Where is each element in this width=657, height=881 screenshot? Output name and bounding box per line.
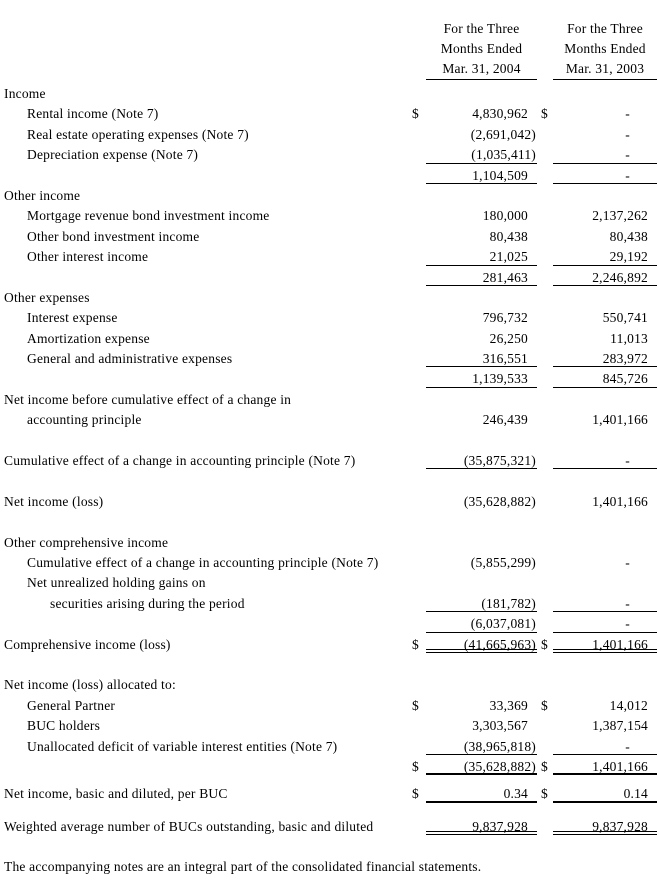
dollar-sign-2003 — [541, 84, 553, 104]
header-spacer — [0, 19, 426, 80]
value-2004: (38,965,818) — [426, 737, 537, 755]
dollar-sign-2004 — [412, 410, 426, 430]
value-2003: 1,387,154 — [592, 718, 648, 734]
dollar-sign-2003 — [541, 553, 553, 573]
column-header-line: For the Three — [567, 21, 643, 36]
table-row — [0, 104, 657, 124]
table-row — [0, 784, 657, 804]
dollar-sign-2004 — [412, 737, 426, 757]
dollar-sign-2004 — [412, 84, 426, 104]
column-header-line: For the Three — [443, 21, 520, 36]
dollar-sign-2003 — [541, 125, 553, 145]
table-row — [0, 716, 657, 736]
dollar-sign-2004 — [412, 533, 426, 553]
dollar-sign-2003 — [541, 573, 553, 593]
row-label: General Partner — [27, 697, 116, 713]
value-2004: (181,782) — [426, 594, 537, 612]
value-2004: 4,830,962 — [472, 106, 528, 122]
value-2004: 9,837,928 — [426, 817, 537, 835]
dollar-sign-2003 — [541, 533, 553, 553]
dollar-sign-2004 — [412, 145, 426, 165]
dollar-sign-2003 — [541, 369, 553, 389]
dollar-sign-2004 — [412, 308, 426, 328]
value-2003 — [553, 390, 657, 408]
table-row — [0, 329, 657, 349]
column-header-line: Months Ended — [440, 41, 523, 56]
dollar-sign-2003 — [541, 247, 553, 267]
table-row — [0, 349, 657, 369]
dollar-sign-2003 — [541, 594, 553, 614]
row-label: Net income (loss) — [4, 493, 104, 509]
dollar-sign-2003 — [541, 451, 553, 471]
column-header-line: Months Ended — [564, 41, 646, 56]
row-label: BUC holders — [27, 718, 101, 734]
dollar-sign-2003 — [541, 206, 553, 226]
value-2003 — [553, 186, 657, 204]
table-row — [0, 737, 657, 757]
value-2004 — [426, 84, 537, 102]
value-2003: 1,401,166 — [592, 493, 648, 509]
dollar-sign-2003 — [541, 145, 553, 165]
row-label: Cumulative effect of a change in accounting principle (Note 7) — [4, 453, 356, 469]
value-2003 — [553, 533, 657, 551]
value-2003: 14,012 — [609, 697, 648, 713]
value-2003: 283,972 — [553, 349, 657, 367]
value-2003: 11,013 — [610, 330, 648, 346]
value-2003: 845,726 — [553, 369, 657, 387]
value-2004 — [426, 288, 537, 306]
dollar-sign-2004 — [412, 349, 426, 369]
dollar-sign-2004: $ — [412, 636, 419, 652]
value-2004: 316,551 — [426, 349, 537, 367]
value-2004 — [426, 186, 537, 204]
value-2004: 1,139,533 — [426, 369, 537, 387]
dollar-sign-2003: $ — [541, 786, 548, 802]
dollar-sign-2004 — [412, 573, 426, 593]
table-row — [0, 492, 657, 512]
row-label: Weighted average number of BUCs outstanding, basic and diluted — [4, 818, 374, 834]
table-row — [0, 247, 657, 267]
table-row — [0, 817, 657, 837]
row-label: Unallocated deficit of variable interest entities (Note 7) — [27, 738, 338, 754]
row-label: Income — [4, 86, 46, 101]
spacer-row — [0, 777, 657, 784]
value-2003: 1,401,166 — [553, 635, 657, 653]
value-2003 — [553, 288, 657, 306]
dollar-sign-2004 — [412, 594, 426, 614]
dollar-sign-2003 — [541, 308, 553, 328]
value-2003: - — [625, 106, 630, 122]
value-2003: - — [625, 126, 630, 142]
row-label: Cumulative effect of a change in accounting principle (Note 7) — [27, 554, 379, 570]
table-row — [0, 125, 657, 145]
row-label: Other interest income — [27, 249, 149, 265]
row-label: Rental income (Note 7) — [27, 106, 159, 122]
row-label: General and administrative expenses — [27, 351, 233, 367]
table-row — [0, 696, 657, 716]
dollar-sign-2004 — [412, 451, 426, 471]
dollar-sign-2004 — [412, 186, 426, 206]
column-header-2004 — [426, 19, 537, 80]
dollar-sign-2003 — [541, 268, 553, 288]
spacer-row — [0, 471, 657, 491]
value-2003: - — [553, 145, 657, 163]
spacer-row — [0, 655, 657, 675]
value-2004: 80,438 — [489, 228, 528, 244]
value-2003: 1,401,166 — [553, 757, 657, 775]
column-header-line: Mar. 31, 2003 — [565, 61, 645, 76]
table-row — [0, 288, 657, 308]
value-2003: - — [553, 451, 657, 469]
table-row — [0, 308, 657, 328]
dollar-sign-2003 — [541, 227, 553, 247]
value-2003: 2,246,892 — [553, 268, 657, 286]
table-row — [0, 410, 657, 430]
footnote: The accompanying notes are an integral part of the consolidated financial statements. — [4, 859, 482, 875]
dollar-sign-2003: $ — [541, 636, 548, 652]
row-label — [0, 614, 412, 634]
dollar-sign-2003 — [541, 614, 553, 634]
row-label: accounting principle — [27, 412, 142, 428]
dollar-sign-2004: $ — [412, 758, 419, 774]
dollar-sign-2004: $ — [412, 106, 419, 122]
dollar-sign-2003 — [541, 737, 553, 757]
column-header-2003 — [553, 19, 657, 80]
row-label: securities arising during the period — [50, 595, 245, 611]
table-row — [0, 166, 657, 186]
dollar-sign-2003 — [541, 349, 553, 369]
row-label — [0, 268, 412, 288]
row-label: Net income, basic and diluted, per BUC — [4, 786, 228, 802]
table-row — [0, 227, 657, 247]
spacer-row — [0, 805, 657, 817]
value-2003 — [553, 675, 657, 693]
dollar-sign-2003 — [541, 716, 553, 736]
value-2003: 80,438 — [609, 228, 648, 244]
table-row — [0, 451, 657, 471]
table-row — [0, 533, 657, 553]
row-label — [0, 166, 412, 186]
value-2003: 550,741 — [602, 310, 648, 326]
value-2003: - — [553, 594, 657, 612]
value-2003: 1,401,166 — [592, 412, 648, 428]
value-2003: 29,192 — [553, 247, 657, 265]
value-2003 — [553, 84, 657, 102]
value-2003: - — [553, 737, 657, 755]
row-label — [0, 369, 412, 389]
row-label: Net income (loss) allocated to: — [4, 677, 176, 693]
value-2003: - — [553, 166, 657, 184]
dollar-sign-2003 — [541, 186, 553, 206]
value-2003: - — [553, 614, 657, 632]
value-2004: (6,037,081) — [426, 614, 537, 632]
table-row — [0, 369, 657, 389]
dollar-sign-2004 — [412, 716, 426, 736]
table-row — [0, 268, 657, 288]
dollar-sign-2004 — [412, 288, 426, 308]
table-row — [0, 84, 657, 104]
table-row — [0, 206, 657, 226]
table-row — [0, 757, 657, 777]
column-headers — [0, 19, 657, 80]
value-2004 — [426, 390, 537, 408]
value-2004: 21,025 — [426, 247, 537, 265]
dollar-sign-2004 — [412, 268, 426, 288]
column-header-line: Mar. 31, 2004 — [442, 61, 521, 76]
table-row — [0, 186, 657, 206]
value-2004: 33,369 — [489, 697, 528, 713]
table-row — [0, 635, 657, 655]
value-2004: (41,665,963) — [426, 635, 537, 653]
table-row — [0, 614, 657, 634]
row-label: Other bond investment income — [27, 228, 200, 244]
row-label: Comprehensive income (loss) — [4, 636, 171, 652]
row-label: Interest expense — [27, 310, 118, 326]
value-2004: 26,250 — [489, 330, 528, 346]
table-row — [0, 145, 657, 165]
dollar-sign-2004 — [412, 553, 426, 573]
value-2003: 2,137,262 — [592, 208, 648, 224]
dollar-sign-2003 — [541, 675, 553, 695]
dollar-sign-2004 — [412, 390, 426, 410]
dollar-sign-2003 — [541, 166, 553, 186]
table-row — [0, 594, 657, 614]
row-label: Other income — [4, 187, 81, 203]
row-label — [0, 757, 412, 777]
row-label: Amortization expense — [27, 330, 150, 346]
value-2004: (35,628,882) — [463, 493, 536, 509]
dollar-sign-2004 — [412, 329, 426, 349]
row-label: Net unrealized holding gains on — [27, 575, 206, 591]
dollar-sign-2004 — [412, 125, 426, 145]
dollar-sign-2004 — [412, 227, 426, 247]
table-row — [0, 675, 657, 695]
value-2004: 281,463 — [426, 268, 537, 286]
dollar-sign-2003: $ — [541, 106, 548, 122]
dollar-sign-2003 — [541, 390, 553, 410]
dollar-sign-2003: $ — [541, 697, 548, 713]
value-2003: - — [625, 554, 630, 570]
dollar-sign-2003 — [541, 410, 553, 430]
value-2004: 246,439 — [482, 412, 528, 428]
dollar-sign-2003 — [541, 817, 553, 837]
value-2004: 796,732 — [482, 310, 528, 326]
value-2004: (5,855,299) — [470, 554, 536, 570]
dollar-sign-2004 — [412, 492, 426, 512]
dollar-sign-2004 — [412, 614, 426, 634]
table-row — [0, 390, 657, 410]
dollar-sign-2003: $ — [541, 758, 548, 774]
value-2003: 0.14 — [553, 784, 657, 802]
spacer-row — [0, 512, 657, 532]
dollar-sign-2004 — [412, 817, 426, 837]
dollar-sign-2003 — [541, 288, 553, 308]
row-label: Other comprehensive income — [4, 534, 169, 550]
row-label: Other expenses — [4, 289, 90, 305]
value-2004 — [426, 675, 537, 693]
table-row — [0, 573, 657, 593]
spacer-row — [0, 431, 657, 451]
value-2004: 180,000 — [482, 208, 528, 224]
dollar-sign-2004: $ — [412, 786, 419, 802]
value-2004: (2,691,042) — [470, 126, 536, 142]
dollar-sign-2004 — [412, 247, 426, 267]
dollar-sign-2004: $ — [412, 697, 419, 713]
value-2004: 1,104,509 — [426, 166, 537, 184]
value-2004 — [426, 533, 537, 551]
row-label: Net income before cumulative effect of a change in — [4, 391, 292, 407]
dollar-column-spacer — [541, 19, 553, 80]
dollar-sign-2003 — [541, 329, 553, 349]
row-label: Mortgage revenue bond investment income — [27, 208, 270, 224]
value-2004: (35,628,882) — [426, 757, 537, 775]
dollar-sign-2004 — [412, 675, 426, 695]
dollar-sign-2004 — [412, 206, 426, 226]
value-2004: (35,875,321) — [426, 451, 537, 469]
value-2004: 3,303,567 — [472, 718, 528, 734]
value-2003 — [553, 573, 657, 591]
table-row — [0, 553, 657, 573]
dollar-sign-2003 — [541, 492, 553, 512]
value-2004: (1,035,411) — [426, 145, 537, 163]
row-label: Real estate operating expenses (Note 7) — [27, 126, 249, 142]
value-2004: 0.34 — [426, 784, 537, 802]
dollar-sign-2004 — [412, 166, 426, 186]
row-label: Depreciation expense (Note 7) — [27, 147, 199, 163]
value-2004 — [426, 573, 537, 591]
value-2003: 9,837,928 — [553, 817, 657, 835]
statement-rows — [0, 84, 657, 837]
dollar-sign-2004 — [412, 369, 426, 389]
